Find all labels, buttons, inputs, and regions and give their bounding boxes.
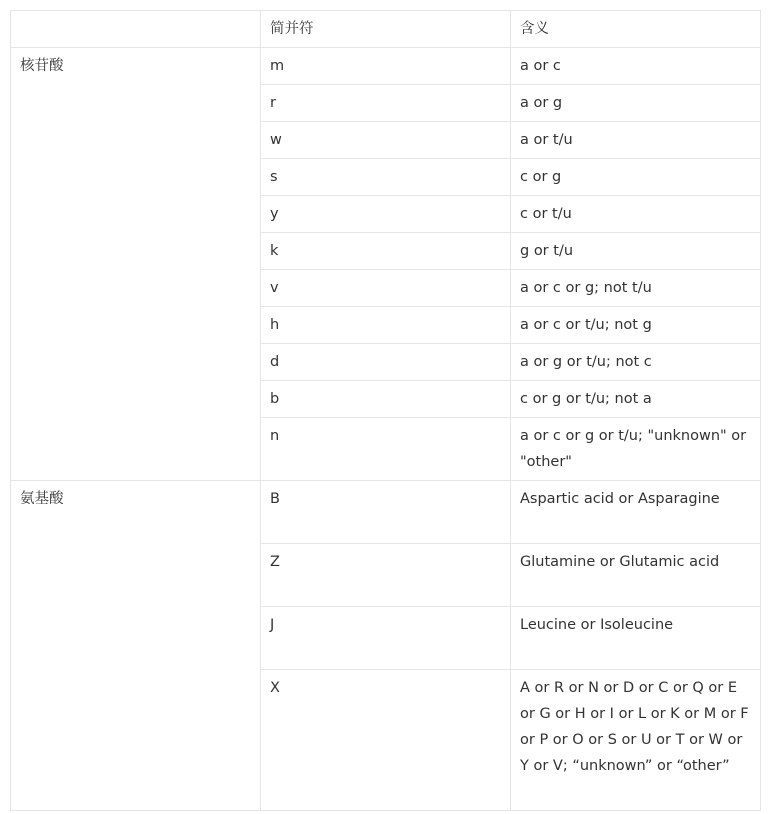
meaning-cell: Glutamine or Glutamic acid xyxy=(511,544,761,607)
code-cell: s xyxy=(261,159,511,196)
code-cell: k xyxy=(261,233,511,270)
meaning-cell: c or t/u xyxy=(511,196,761,233)
meaning-cell: a or c or g; not t/u xyxy=(511,270,761,307)
meaning-cell: A or R or N or D or C or Q or E or G or H or I or L or K or M or F or P or O or S or U or T or W or Y or V; “unknown” or “other” xyxy=(511,670,761,811)
header-row xyxy=(11,11,761,48)
meaning-cell: g or t/u xyxy=(511,233,761,270)
meaning-cell: a or g xyxy=(511,85,761,122)
code-cell: v xyxy=(261,270,511,307)
code-cell: J xyxy=(261,607,511,670)
code-cell: h xyxy=(261,307,511,344)
degenerate-code-table xyxy=(10,10,761,811)
code-cell: Z xyxy=(261,544,511,607)
meaning-cell: c or g xyxy=(511,159,761,196)
code-cell: B xyxy=(261,481,511,544)
meaning-cell: Leucine or Isoleucine xyxy=(511,607,761,670)
meaning-cell: a or c or g or t/u; "unknown" or "other" xyxy=(511,418,761,481)
code-cell: X xyxy=(261,670,511,811)
meaning-cell: Aspartic acid or Asparagine xyxy=(511,481,761,544)
table-row xyxy=(11,481,761,544)
table-body xyxy=(11,48,761,811)
code-cell: n xyxy=(261,418,511,481)
code-cell: w xyxy=(261,122,511,159)
meaning-cell: c or g or t/u; not a xyxy=(511,381,761,418)
table-header xyxy=(11,11,761,48)
category-nucleotide: 核苷酸 xyxy=(11,48,261,481)
meaning-cell: a or c or t/u; not g xyxy=(511,307,761,344)
code-cell: m xyxy=(261,48,511,85)
code-cell: r xyxy=(261,85,511,122)
code-cell: b xyxy=(261,381,511,418)
meaning-cell: a or c xyxy=(511,48,761,85)
header-category xyxy=(11,11,261,48)
table-row xyxy=(11,48,761,85)
meaning-cell: a or g or t/u; not c xyxy=(511,344,761,381)
code-cell: d xyxy=(261,344,511,381)
meaning-cell: a or t/u xyxy=(511,122,761,159)
header-meaning: 含义 xyxy=(511,11,761,48)
code-cell: y xyxy=(261,196,511,233)
category-amino-acid: 氨基酸 xyxy=(11,481,261,811)
header-code: 简并符 xyxy=(261,11,511,48)
